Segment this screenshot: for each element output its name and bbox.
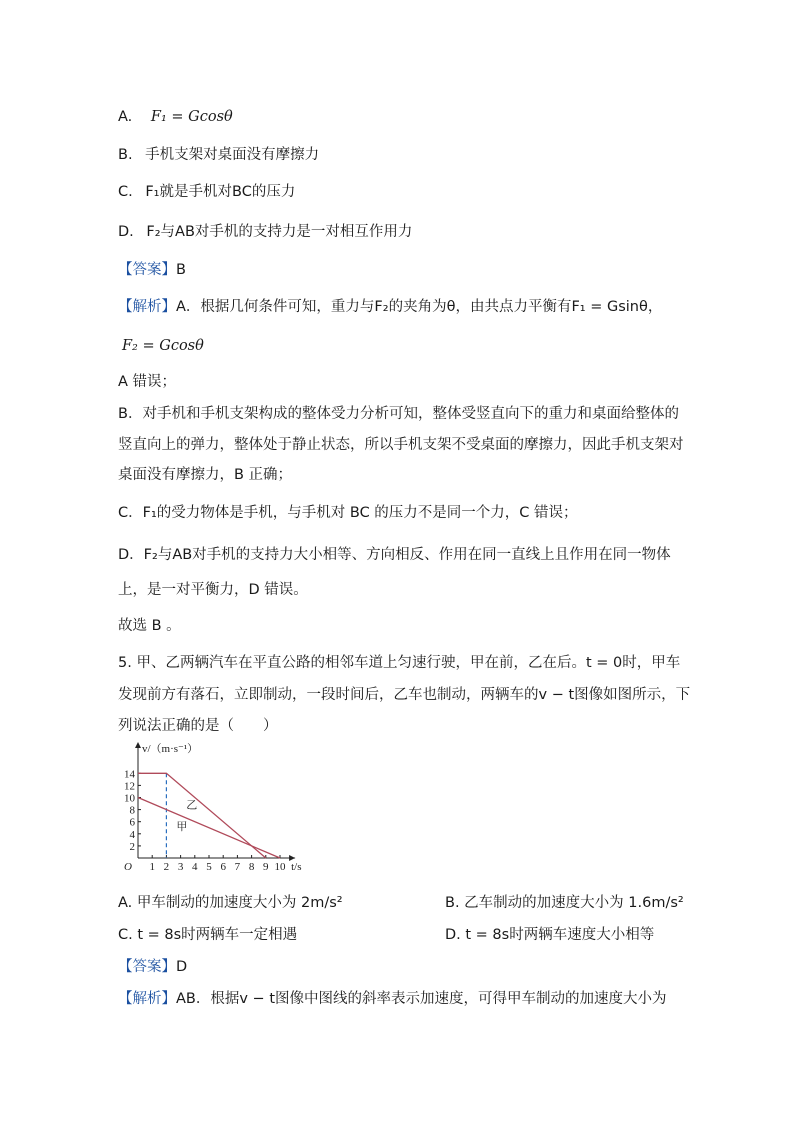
- x-tick-label: 7: [234, 861, 241, 873]
- y-tick-label: 10: [124, 792, 135, 805]
- analysis-prev-line-9: 故选 B 。: [118, 618, 181, 634]
- analysis-tag: 【解析】: [118, 991, 176, 1007]
- question-line-0: 5. 甲、乙两辆汽车在平直公路的相邻车道上匀速行驶，甲在前，乙在后。t = 0时，甲车: [118, 655, 681, 671]
- analysis-text: AB．根据v − t图像中图线的斜率表示加速度，可得甲车制动的加速度大小为: [176, 991, 667, 1007]
- analysis-prev-line-4: 竖直向上的弹力，整体处于静止状态，所以手机支架不受桌面的摩擦力，因此手机支架对: [118, 437, 684, 453]
- analysis-prev-line-6: C．F₁的受力物体是手机，与手机对 BC 的压力不是同一个力，C 错误；: [118, 505, 578, 521]
- x-tick-label: 8: [248, 861, 255, 873]
- option-d-label: D.: [118, 224, 134, 240]
- analysis-prev-line-2: A 错误；: [118, 374, 177, 390]
- y-tick-label: 12: [124, 780, 135, 793]
- y-axis-arrow: [135, 742, 141, 748]
- answer-value: D: [176, 959, 188, 975]
- option-d-text: F₂与AB对手机的支持力是一对相互作用力: [146, 224, 413, 240]
- option-b-label: B.: [118, 147, 133, 163]
- y-axis-label: v/（m·s⁻¹）: [142, 743, 199, 755]
- series-line-0: [138, 798, 280, 859]
- x-axis-label: t/s: [291, 861, 302, 873]
- choice-a: A. 甲车制动的加速度大小为 2m/s²: [118, 895, 343, 911]
- answer-prev-value: B: [176, 262, 186, 278]
- y-tick-label: 4: [129, 828, 135, 841]
- x-tick-label: 10: [274, 861, 286, 873]
- answer: [118, 957, 187, 977]
- option-a-label: A.: [118, 109, 133, 125]
- analysis-prev-line-5: 桌面没有摩擦力，B 正确；: [118, 467, 293, 483]
- question-line-1: 发现前方有落石，立即制动，一段时间后，乙车也制动，两辆车的v − t图像如图所示，下: [118, 687, 691, 703]
- choice-b: B. 乙车制动的加速度大小为 1.6m/s²: [445, 895, 684, 911]
- option-c-text: F₁就是手机对BC的压力: [145, 184, 296, 200]
- x-tick-label: 9: [263, 861, 269, 873]
- option-b-text: 手机支架对桌面没有摩擦力: [145, 147, 320, 163]
- answer-prev: [118, 260, 186, 280]
- vt-chart: [112, 740, 322, 880]
- y-tick-label: 6: [129, 816, 135, 829]
- series-label-yi: 乙: [186, 799, 198, 812]
- series-label-jia: 甲: [176, 821, 188, 834]
- analysis-prev-line-3: B．对手机和手机支架构成的整体受力分析可知，整体受竖直向下的重力和桌面给整体的: [118, 406, 679, 422]
- option-b: [118, 145, 319, 165]
- choice-c: C. t = 8s时两辆车一定相遇: [118, 927, 298, 943]
- y-tick-label: 14: [124, 768, 135, 781]
- series-line-1: [138, 773, 266, 858]
- origin-label: O: [124, 861, 132, 873]
- option-d: [118, 222, 412, 242]
- analysis-prev-line-7: D．F₂与AB对手机的支持力大小相等、方向相反、作用在同一直线上且作用在同一物体: [118, 547, 671, 563]
- x-tick-label: 5: [206, 861, 212, 873]
- option-a: [118, 107, 233, 127]
- option-c: [118, 182, 295, 202]
- y-tick-label: 2: [129, 840, 135, 853]
- analysis-prev-line-0: [118, 297, 662, 317]
- answer-tag: 【答案】: [118, 959, 176, 975]
- analysis-prev-tag: 【解析】: [118, 299, 176, 315]
- analysis: [118, 989, 667, 1009]
- answer-prev-tag: 【答案】: [118, 262, 176, 278]
- analysis-prev-text-0: A．根据几何条件可知，重力与F₂的夹角为θ，由共点力平衡有F₁ = Gsinθ，: [176, 299, 663, 315]
- choice-d: D. t = 8s时两辆车速度大小相等: [445, 927, 655, 943]
- y-tick-label: 8: [129, 804, 135, 817]
- question-line-2: 列说法正确的是（ ）: [118, 718, 278, 734]
- x-tick-label: 1: [149, 861, 155, 873]
- option-a-formula: F₁ = Gcosθ: [150, 109, 233, 125]
- x-tick-label: 6: [220, 861, 226, 873]
- x-tick-label: 3: [177, 861, 184, 873]
- option-c-label: C.: [118, 184, 133, 200]
- analysis-prev-line-8: 上，是一对平衡力，D 错误。: [118, 582, 308, 598]
- x-tick-label: 2: [163, 861, 170, 873]
- x-tick-label: 4: [192, 861, 198, 873]
- analysis-prev-line-1: F₂ = Gcosθ: [122, 338, 204, 354]
